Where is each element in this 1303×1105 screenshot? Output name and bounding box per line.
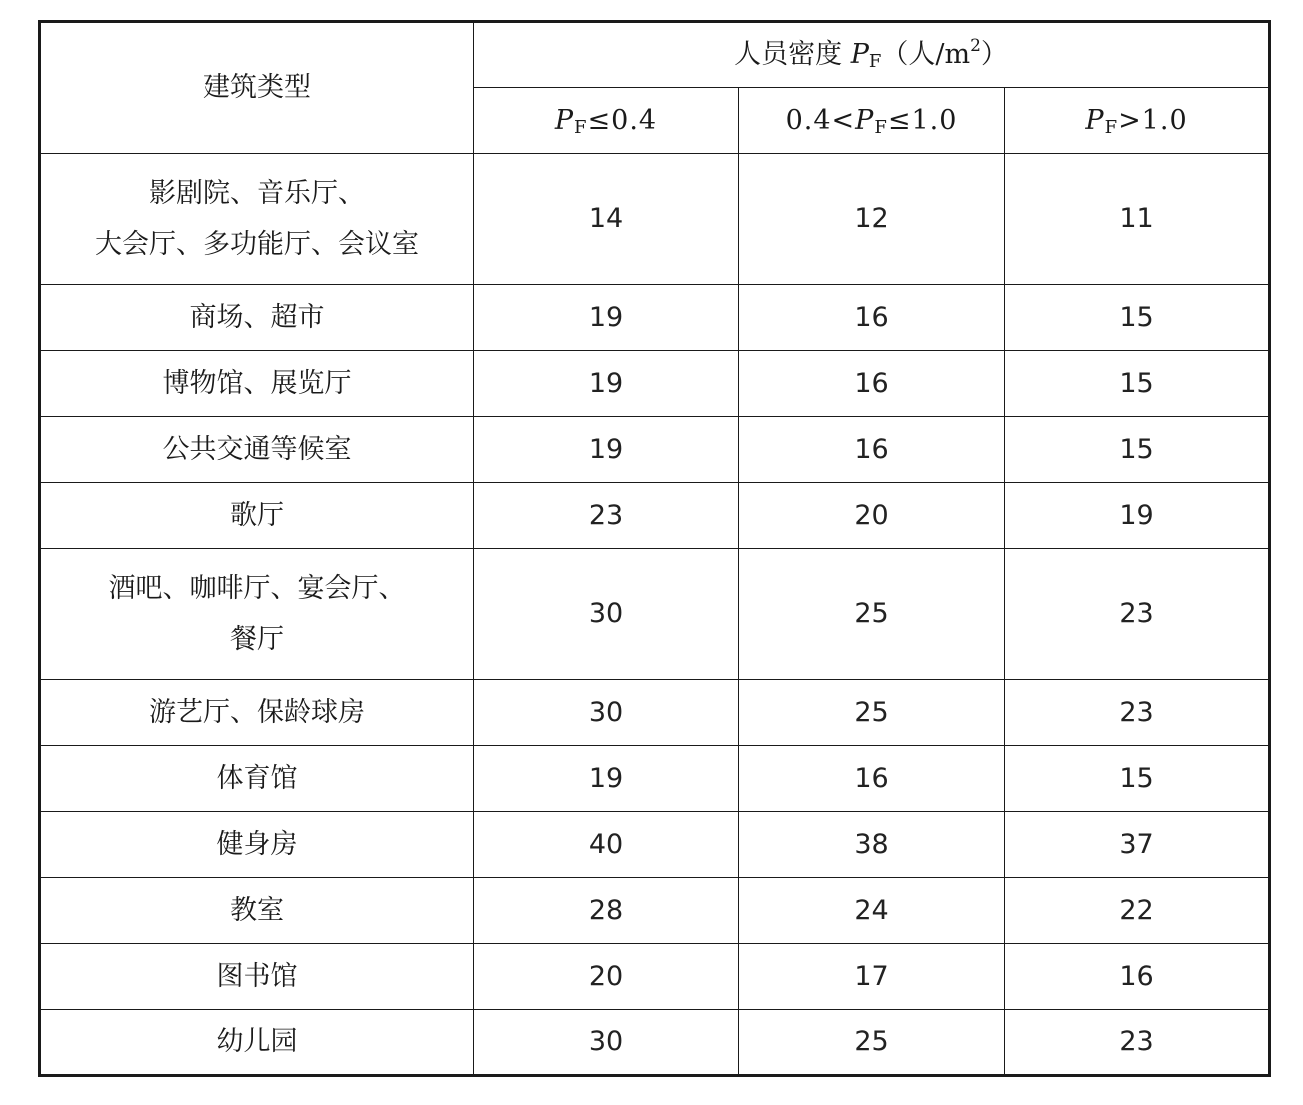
building-type-line2: 餐厅 xyxy=(230,624,284,655)
building-type-header-label: 建筑类型 xyxy=(203,72,311,104)
value-cell-low: 19 xyxy=(474,285,739,351)
value-cell-high: 15 xyxy=(1005,746,1270,812)
value-cell-mid: 16 xyxy=(739,417,1005,483)
density-symbol: P xyxy=(850,39,869,71)
density-symbol-sub: F xyxy=(868,51,882,73)
density-table xyxy=(38,20,1271,1077)
table-row xyxy=(40,417,1270,483)
range-header-mid xyxy=(739,88,1005,154)
table-row xyxy=(40,1010,1270,1076)
building-type-cell: 歌厅 xyxy=(40,483,474,549)
value-cell-high: 15 xyxy=(1005,351,1270,417)
table-row xyxy=(40,483,1270,549)
building-type-cell: 商场、超市 xyxy=(40,285,474,351)
building-type-cell: 教室 xyxy=(40,878,474,944)
density-unit-sup: 2 xyxy=(970,36,981,57)
range-low-symbol: P xyxy=(554,104,575,136)
value-cell-mid: 16 xyxy=(739,351,1005,417)
range-header-high xyxy=(1005,88,1270,154)
value-cell-mid: 16 xyxy=(739,746,1005,812)
range-mid-pre: 0.4< xyxy=(785,104,856,136)
value-cell-high: 15 xyxy=(1005,417,1270,483)
range-high-symbol: P xyxy=(1085,104,1105,136)
value-cell-high: 19 xyxy=(1005,483,1270,549)
value-cell-low: 28 xyxy=(474,878,739,944)
table-row xyxy=(40,878,1270,944)
density-unit-close: ） xyxy=(980,39,1008,71)
table-row xyxy=(40,285,1270,351)
table-row xyxy=(40,812,1270,878)
building-type-header xyxy=(40,22,474,154)
building-type-cell: 健身房 xyxy=(40,812,474,878)
table-row xyxy=(40,154,1270,285)
value-cell-low: 19 xyxy=(474,746,739,812)
building-type-cell xyxy=(40,549,474,680)
value-cell-mid: 12 xyxy=(739,154,1005,285)
value-cell-mid: 24 xyxy=(739,878,1005,944)
table-row xyxy=(40,680,1270,746)
value-cell-low: 14 xyxy=(474,154,739,285)
value-cell-mid: 25 xyxy=(739,1010,1005,1076)
value-cell-high: 23 xyxy=(1005,680,1270,746)
building-type-cell: 博物馆、展览厅 xyxy=(40,351,474,417)
building-type-cell: 体育馆 xyxy=(40,746,474,812)
value-cell-mid: 20 xyxy=(739,483,1005,549)
density-header xyxy=(474,22,1270,88)
building-type-line2: 大会厅、多功能厅、会议室 xyxy=(95,229,419,260)
building-type-cell: 游艺厅、保龄球房 xyxy=(40,680,474,746)
building-type-cell: 幼儿园 xyxy=(40,1010,474,1076)
table-row xyxy=(40,746,1270,812)
value-cell-mid: 16 xyxy=(739,285,1005,351)
value-cell-high: 22 xyxy=(1005,878,1270,944)
value-cell-high: 23 xyxy=(1005,1010,1270,1076)
value-cell-mid: 25 xyxy=(739,680,1005,746)
range-mid-symbol: P xyxy=(855,104,875,136)
value-cell-high: 23 xyxy=(1005,549,1270,680)
value-cell-low: 30 xyxy=(474,680,739,746)
value-cell-low: 30 xyxy=(474,549,739,680)
table-row xyxy=(40,549,1270,680)
header-row-top xyxy=(40,22,1270,88)
value-cell-high: 11 xyxy=(1005,154,1270,285)
building-type-line1: 酒吧、咖啡厅、宴会厅、 xyxy=(108,572,406,604)
range-high-rest: >1.0 xyxy=(1118,104,1188,136)
value-cell-mid: 38 xyxy=(739,812,1005,878)
range-low-rest: ≤0.4 xyxy=(587,104,658,136)
range-high-sub: F xyxy=(1104,116,1119,138)
value-cell-mid: 17 xyxy=(739,944,1005,1010)
value-cell-low: 19 xyxy=(474,351,739,417)
value-cell-mid: 25 xyxy=(739,549,1005,680)
building-type-cell xyxy=(40,154,474,285)
table-row xyxy=(40,944,1270,1010)
value-cell-low: 20 xyxy=(474,944,739,1010)
value-cell-high: 15 xyxy=(1005,285,1270,351)
value-cell-low: 19 xyxy=(474,417,739,483)
building-type-cell: 公共交通等候室 xyxy=(40,417,474,483)
density-unit-open: （人/m xyxy=(881,39,971,71)
range-mid-sub: F xyxy=(874,116,888,138)
value-cell-low: 30 xyxy=(474,1010,739,1076)
table-row xyxy=(40,351,1270,417)
range-header-low xyxy=(474,88,739,154)
building-type-cell: 图书馆 xyxy=(40,944,474,1010)
value-cell-low: 40 xyxy=(474,812,739,878)
range-mid-rest: ≤1.0 xyxy=(887,104,958,136)
building-type-line1: 影剧院、音乐厅、 xyxy=(149,177,365,209)
value-cell-low: 23 xyxy=(474,483,739,549)
range-low-sub: F xyxy=(574,116,588,138)
value-cell-high: 16 xyxy=(1005,944,1270,1010)
value-cell-high: 37 xyxy=(1005,812,1270,878)
density-header-label: 人员密度 xyxy=(734,39,843,71)
